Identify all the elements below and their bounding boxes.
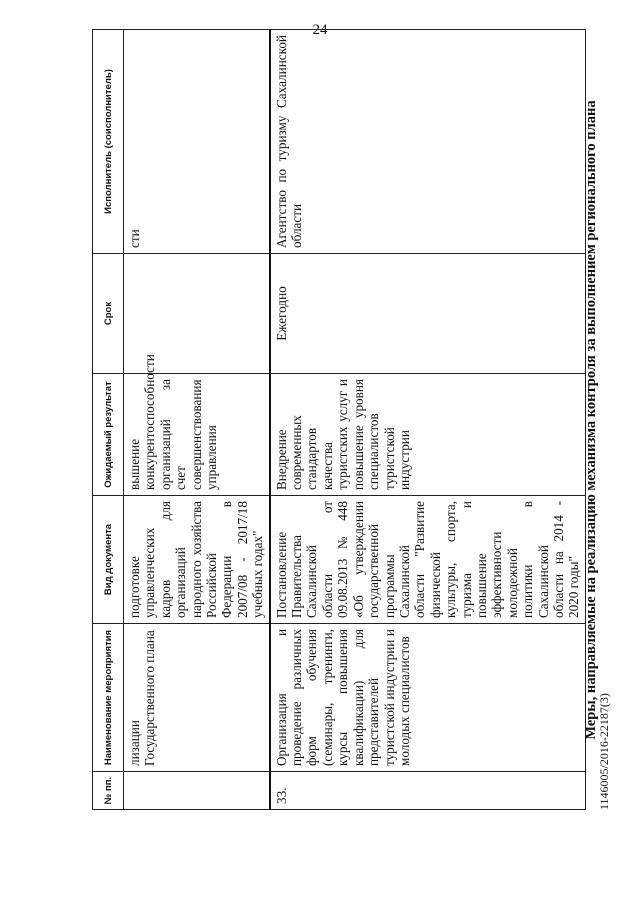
- cell-exec: Агентство по туризму Сахалинской области: [270, 30, 586, 254]
- header-name: Наименование мероприятия: [93, 624, 124, 772]
- cell-doc: подготовке управленческих кадров для организаций народного хозяйства Российской Федерации в 2007/08 - 2017/18 учебных годах": [124, 496, 270, 624]
- cell-exec: сти: [124, 30, 270, 254]
- header-num: № пп.: [93, 772, 124, 810]
- measures-table: [92, 29, 586, 810]
- cell-name: Организация и проведение различных форм обучения (семинары, тренинги, курсы повышения квалификации) для представителей туристской индустрии и молодых специалистов: [270, 624, 586, 772]
- table-row: [124, 30, 270, 810]
- cell-num: [124, 772, 270, 810]
- header-doc: Вид документа: [93, 496, 124, 624]
- section-title: Меры, направляемые на реализацию механизма контроля за выполнением регионального плана: [583, 100, 599, 740]
- page-number: 24: [312, 22, 328, 38]
- table-header-row: [93, 30, 124, 810]
- header-result: Ожидаемый результат: [93, 374, 124, 496]
- cell-result: вышение конкурентоспособности организаций за счет совершенствования управления: [124, 374, 270, 496]
- table-row: [270, 30, 586, 810]
- header-exec: Исполнитель (соисполнитель): [93, 30, 124, 254]
- cell-doc: Постановление Правительства Сахалинской области от 09.08.2013 № 448 «Об утверждении государственной программы Сахалинской области "Развитие физической культуры, спорта, туризма и повышение эффективности молодежной политики в Сахалинской области на 2014 - 2020 годы": [270, 496, 586, 624]
- header-term: Срок: [93, 254, 124, 374]
- cell-result: Внедрение современных стандартов качества туристских услуг и повышение уровня специалистов туристской индустрии: [270, 374, 586, 496]
- cell-term: Ежегодно: [270, 254, 586, 374]
- document-id: 1146005/2016-22187(3): [597, 693, 611, 810]
- cell-num: 33.: [270, 772, 586, 810]
- rotated-page-content: [92, 30, 611, 810]
- cell-name: лизации Государственного плана: [124, 624, 270, 772]
